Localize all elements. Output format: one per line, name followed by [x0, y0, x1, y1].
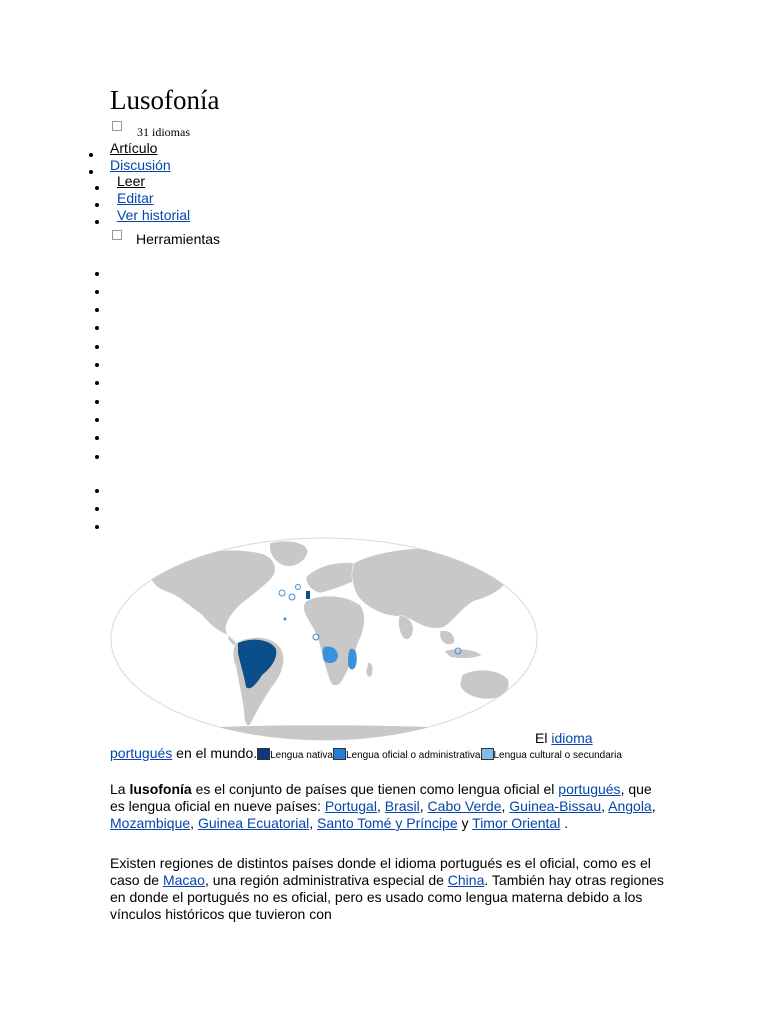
- list-bullet: [95, 507, 99, 511]
- list-bullet: [95, 203, 99, 207]
- link-timor-oriental[interactable]: Timor Oriental: [472, 815, 561, 831]
- lusophony-world-map[interactable]: [110, 535, 538, 741]
- caption-line2: [110, 745, 622, 764]
- list-bullet: [95, 455, 99, 459]
- text-segment: , una región administrativa especial de: [204, 872, 448, 888]
- caption-prefix: El: [535, 730, 552, 746]
- paragraph-intro: La lusofonía es el conjunto de países que tienen como lengua oficial el portugués, que es lengua oficial en nueve países: Portugal, Brasil, Cabo Verde, Guinea-Bissau, Angola, Mozambique, Guinea Ecuatorial, Santo Tomé y Príncipe y Timor Oriental .: [110, 781, 656, 831]
- text-segment: .: [560, 815, 569, 831]
- link-mozambique[interactable]: Mozambique: [110, 815, 191, 831]
- list-bullet: [95, 308, 99, 312]
- bold-term: lusofonía: [129, 781, 192, 797]
- tab-article[interactable]: Artículo: [110, 140, 158, 156]
- link-portugues-caption[interactable]: portugués: [110, 745, 173, 761]
- link-portugal[interactable]: Portugal: [324, 798, 377, 814]
- link-angola[interactable]: Angola: [608, 798, 652, 814]
- view-read[interactable]: Leer: [117, 173, 146, 189]
- link-guinea-ecuatorial[interactable]: Guinea Ecuatorial: [197, 815, 310, 831]
- link-brasil[interactable]: Brasil: [384, 798, 420, 814]
- link-guinea-bissau[interactable]: Guinea-Bissau: [509, 798, 602, 814]
- languages-checkbox[interactable]: [112, 121, 122, 131]
- tools-label[interactable]: Herramientas: [136, 231, 221, 247]
- list-bullet: [89, 170, 93, 174]
- paragraph-regions: [110, 855, 670, 923]
- list-bullet: [95, 436, 99, 440]
- languages-label[interactable]: 31 idiomas: [137, 125, 190, 139]
- legend-secondary-label: Lengua cultural o secundaria: [493, 750, 622, 761]
- link-china[interactable]: China: [447, 872, 485, 888]
- link-idioma[interactable]: idioma: [551, 730, 593, 746]
- text-segment: . También hay otras regiones en donde el portugués no es oficial, pero es usado como lengua materna debido a los vínculos históricos que tuvieron con: [110, 872, 664, 922]
- legend-swatch-official: [333, 748, 346, 760]
- view-history[interactable]: Ver historial: [117, 207, 191, 223]
- text-segment: y: [457, 815, 473, 831]
- link-portugues[interactable]: portugués: [558, 781, 621, 797]
- list-bullet: [95, 381, 99, 385]
- legend-native-label: Lengua nativa: [270, 750, 333, 761]
- list-bullet: [95, 363, 99, 367]
- list-bullet: [89, 153, 93, 157]
- tools-checkbox[interactable]: [112, 230, 122, 240]
- legend-swatch-native: [257, 748, 270, 760]
- list-bullet: [95, 489, 99, 493]
- view-edit[interactable]: Editar: [117, 190, 154, 206]
- tab-discussion[interactable]: Discusión: [110, 157, 171, 173]
- link-macao[interactable]: Macao: [162, 872, 205, 888]
- list-bullet: [95, 186, 99, 190]
- list-bullet: [95, 400, 99, 404]
- text-segment: Existen regiones de distintos países donde el idioma portugués es el oficial, como es el caso de: [110, 855, 651, 888]
- list-bullet: [95, 290, 99, 294]
- text-segment: es el conjunto de países que tienen como lengua oficial el: [191, 781, 559, 797]
- page-title: Lusofonía: [110, 85, 220, 115]
- text-segment: La: [110, 781, 130, 797]
- caption-suffix: en el mundo.: [172, 745, 258, 761]
- list-bullet: [95, 345, 99, 349]
- world-map-image: [110, 535, 538, 741]
- list-bullet: [95, 418, 99, 422]
- legend-swatch-secondary: [481, 748, 494, 760]
- list-bullet: [95, 525, 99, 529]
- list-bullet: [95, 272, 99, 276]
- legend-official-label: Lengua oficial o administrativa: [345, 750, 481, 761]
- text-segment: , que es lengua oficial en nueve países:: [110, 781, 652, 814]
- link-cabo-verde[interactable]: Cabo Verde: [427, 798, 502, 814]
- list-bullet: [95, 326, 99, 330]
- link-santo-tome[interactable]: Santo Tomé y Príncipe: [317, 815, 458, 831]
- list-bullet: [95, 220, 99, 224]
